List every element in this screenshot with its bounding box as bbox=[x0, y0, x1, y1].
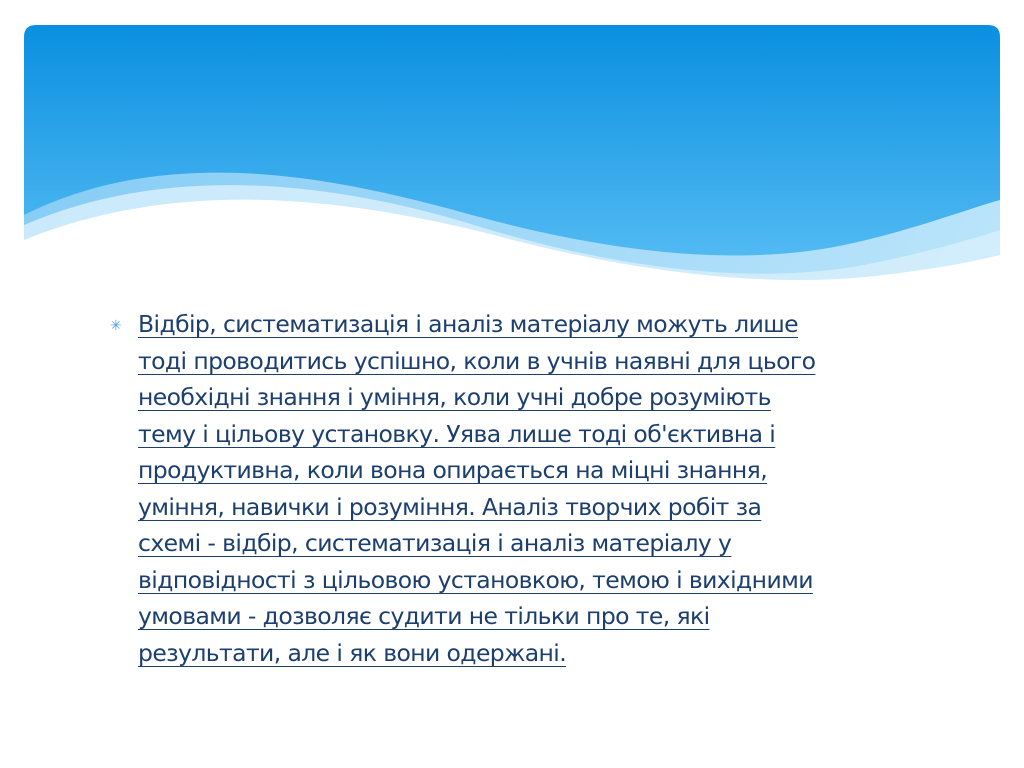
paragraph-line: уміння, навички і розуміння. Аналіз творчих робіт за bbox=[138, 492, 762, 521]
header-wave-banner bbox=[24, 25, 1000, 290]
paragraph-line: результати, але і як вони одержані. bbox=[138, 638, 567, 667]
paragraph-line: умовами - дозволяє судити не тільки про те, які bbox=[138, 602, 710, 630]
paragraph-line: схемі - відбір, систематизація і аналіз матеріалу у bbox=[138, 529, 732, 557]
paragraph-line: тему і цільову установку. Уява лише тоді об'єктивна і bbox=[138, 419, 776, 448]
paragraph-line: продуктивна, коли вона опирається на міцні знання, bbox=[138, 456, 768, 484]
slide-body bbox=[110, 306, 930, 671]
wave-graphic bbox=[24, 25, 1000, 290]
bullet-item bbox=[110, 306, 930, 671]
asterisk-bullet-icon: ✳ bbox=[110, 318, 122, 334]
paragraph-line: Відбір, систематизація і аналіз матеріалу можуть лише bbox=[138, 310, 799, 338]
bullet-paragraph[interactable] bbox=[138, 306, 815, 671]
paragraph-line: необхідні знання і уміння, коли учні добре розуміють bbox=[138, 383, 771, 411]
paragraph-line: відповідності з цільовою установкою, темою і вихідними bbox=[138, 565, 813, 594]
paragraph-line: тоді проводитись успішно, коли в учнів наявні для цього bbox=[138, 346, 816, 375]
